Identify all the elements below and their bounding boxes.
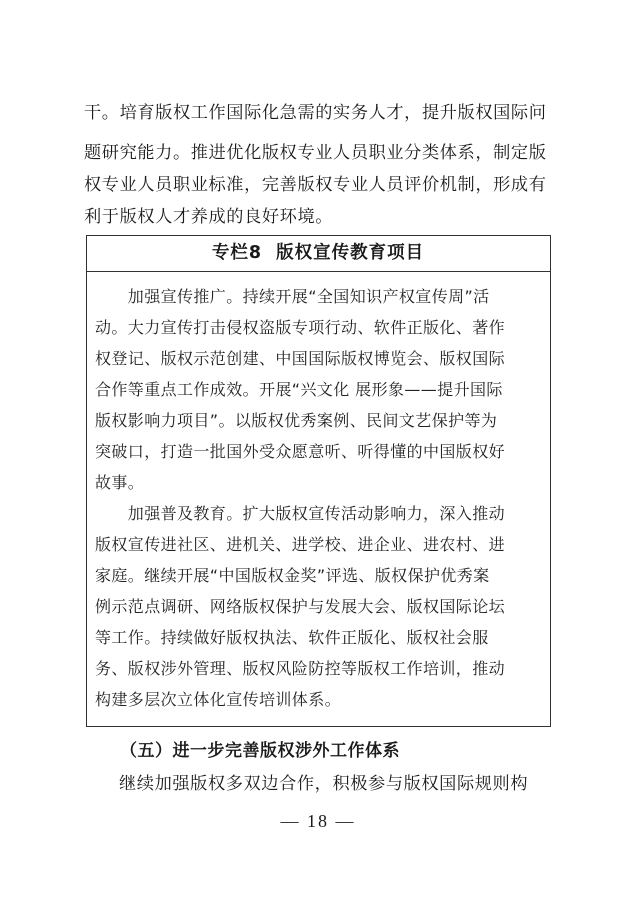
column-text-line: 务、版权涉外管理、版权风险防控等版权工作培训，推动 <box>95 659 506 678</box>
body-text-line: 继续加强版权多双边合作，积极参与版权国际规则构 <box>119 774 529 794</box>
column-text-line: 等工作。持续做好版权执法、软件正版化、版权社会服 <box>95 628 489 647</box>
column-text-line: 动。大力宣传打击侵权盗版专项行动、软件正版化、著作 <box>95 318 506 337</box>
column-text-line: 构建多层次立体化宣传培训体系。 <box>95 690 342 709</box>
column-text-line: 加强普及教育。扩大版权宣传活动影响力，深入推动 <box>95 504 506 523</box>
column-text-line: 家庭。继续开展“中国版权金奖”评选、版权保护优秀案 <box>95 566 490 585</box>
page-number: — 18 — <box>280 811 356 831</box>
column-text-line: 版权影响力项目”。以版权优秀案例、民间文艺保护等为 <box>95 411 498 430</box>
column-text-line: 版权宣传进社区、进机关、进学校、进企业、进农村、进 <box>95 535 506 554</box>
column-text-line: 权登记、版权示范创建、中国国际版权博览会、版权国际 <box>95 349 506 368</box>
section-heading: （五）进一步完善版权涉外工作体系 <box>120 741 400 761</box>
column-title-divider <box>86 271 551 272</box>
body-text-line: 干。培育版权工作国际化急需的实务人才，提升版权国际问 <box>84 103 547 123</box>
column-number: 专栏8 <box>211 243 263 263</box>
body-text-line: 利于版权人才养成的良好环境。 <box>84 207 334 227</box>
column-text-line: 合作等重点工作成效。开展“兴文化 展形象——提升国际 <box>95 380 503 399</box>
column-text-line: 例示范点调研、网络版权保护与发展大会、版权国际论坛 <box>95 597 506 616</box>
column-text-line: 故事。 <box>95 473 145 492</box>
body-text-line: 题研究能力。推进优化版权专业人员职业分类体系，制定版 <box>84 143 547 163</box>
column-title-text: 版权宣传教育项目 <box>276 243 425 263</box>
column-text-line: 突破口，打造一批国外受众愿意听、听得懂的中国版权好 <box>95 442 506 461</box>
column-title <box>0 242 636 264</box>
body-text-line: 权专业人员职业标准，完善版权专业人员评价机制，形成有 <box>84 175 547 195</box>
column-text-line: 加强宣传推广。持续开展“全国知识产权宣传周”活 <box>95 287 490 306</box>
